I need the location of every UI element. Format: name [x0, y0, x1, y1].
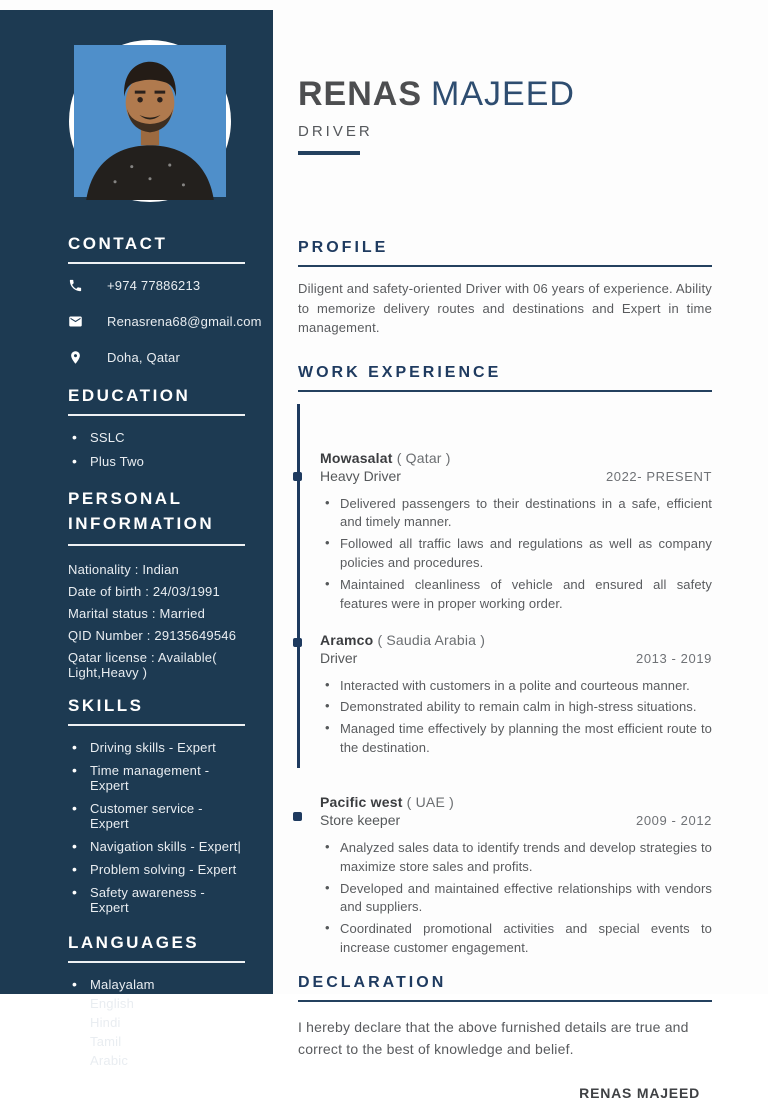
work-timeline	[298, 404, 712, 959]
contact-heading: CONTACT	[68, 234, 245, 264]
job-entry-aramco	[320, 632, 712, 758]
contact-email-row	[68, 314, 262, 329]
job-bullet: • Interacted with customers in a polite and courteous manner.	[325, 677, 712, 696]
profile-text: Diligent and safety-oriented Driver with 06 years of experience. Ability to memorize delivery routes and destinations and Expert in time management.	[298, 281, 712, 335]
profile-photo	[74, 45, 226, 197]
personal-info-item: Marital status : Married	[68, 606, 206, 622]
personal-info-heading	[68, 487, 245, 546]
languages-section	[68, 933, 245, 1068]
email-icon	[68, 314, 83, 329]
education-item: • Plus Two	[68, 454, 245, 469]
job-bullet: • Analyzed sales data to identify trends and develop strategies to maximize store sales and profits.	[325, 839, 712, 877]
skills-heading: SKILLS	[68, 696, 245, 726]
title-underline-bar	[298, 151, 360, 155]
company-name: Mowasalat	[320, 449, 393, 466]
job-period: 2022- PRESENT	[605, 468, 712, 484]
job-bullet: • Followed all traffic laws and regulations as well as company policies and procedures.	[325, 535, 712, 573]
job-bullet: • Delivered passengers to their destinations in a safe, efficient and timely manner.	[325, 495, 712, 533]
company-line	[320, 794, 712, 810]
phone-number: +974 77886213	[107, 278, 201, 293]
first-name: RENAS	[298, 75, 423, 113]
personal-info-section	[68, 487, 245, 680]
languages-heading: LANGUAGES	[68, 933, 245, 963]
language-item: • Hindi	[68, 1015, 245, 1030]
education-heading: EDUCATION	[68, 386, 245, 416]
avatar-illustration	[74, 45, 226, 197]
profile-section	[298, 239, 712, 338]
language-item: • Arabic	[68, 1053, 245, 1068]
job-title: DRIVER	[298, 123, 373, 140]
company-location: ( UAE )	[406, 793, 454, 810]
language-item: • Tamil	[68, 1034, 245, 1049]
email-address: Renasrena68@gmail.com	[107, 314, 262, 329]
job-role: Store keeper	[320, 811, 401, 828]
timeline-marker	[293, 812, 302, 821]
declaration-text: I hereby declare that the above furnished details are true and correct to the best of knowledge and belief.	[298, 1019, 689, 1058]
skill-item: • Safety awareness - Expert	[68, 885, 245, 915]
personal-info-heading-line1: PERSONAL	[68, 489, 183, 508]
contact-section	[68, 234, 262, 365]
job-entry-mowasalat	[320, 404, 712, 614]
declaration-section	[298, 974, 712, 1101]
job-role: Driver	[320, 649, 358, 666]
education-section	[68, 386, 245, 469]
personal-info-item: QID Number : 29135649546	[68, 628, 237, 644]
work-experience-section	[298, 364, 712, 959]
job-period: 2013 - 2019	[636, 650, 712, 666]
job-entry-pacific-west	[320, 794, 712, 958]
timeline-marker	[293, 638, 302, 647]
personal-info-item: Qatar license : Available( Light,Heavy )	[68, 650, 217, 681]
personal-info-heading-line2: INFORMATION	[68, 513, 215, 533]
phone-icon	[68, 278, 83, 293]
company-line	[320, 632, 712, 648]
sidebar	[0, 10, 273, 1069]
job-bullet: • Coordinated promotional activities and special events to increase customer engagement.	[325, 920, 712, 958]
language-item: • Malayalam	[68, 977, 245, 992]
company-name: Aramco	[320, 631, 374, 648]
language-item: • English	[68, 996, 245, 1011]
work-experience-heading: WORK EXPERIENCE	[298, 364, 712, 392]
location-icon	[68, 350, 83, 365]
profile-heading: PROFILE	[298, 239, 712, 267]
company-name: Pacific west	[320, 793, 403, 810]
job-bullet: • Maintained cleanliness of vehicle and ensured all safety features were in proper working order.	[325, 576, 712, 614]
skills-section	[68, 696, 245, 915]
profile-photo-frame	[69, 40, 231, 202]
skill-item: • Customer service - Expert	[68, 801, 245, 831]
job-bullet: • Demonstrated ability to remain calm in high-stress situations.	[325, 698, 712, 717]
skill-item: • Time management - Expert	[68, 763, 245, 793]
job-bullet: • Developed and maintained effective relationships with vendors and suppliers.	[325, 880, 712, 918]
job-period: 2009 - 2012	[636, 812, 712, 828]
contact-location-row	[68, 350, 245, 365]
signature-name: RENAS MAJEED	[579, 1084, 700, 1101]
contact-phone-row	[68, 278, 245, 293]
timeline-marker	[293, 472, 302, 481]
personal-info-item: Nationality : Indian	[68, 562, 179, 578]
company-location: ( Saudia Arabia )	[377, 631, 486, 648]
education-item: • SSLC	[68, 430, 245, 445]
skill-item: • Problem solving - Expert	[68, 862, 245, 877]
company-line	[320, 450, 712, 466]
skill-item: • Navigation skills - Expert|	[68, 839, 245, 854]
company-location: ( Qatar )	[396, 449, 451, 466]
job-bullet: • Managed time effectively by planning the most efficient route to the destination.	[325, 720, 712, 758]
job-role: Heavy Driver	[320, 467, 401, 484]
skill-item: • Driving skills - Expert	[68, 740, 245, 755]
declaration-heading: DECLARATION	[298, 974, 712, 1002]
location-text: Doha, Qatar	[107, 350, 181, 365]
full-name	[298, 75, 712, 114]
main-content	[298, 0, 712, 1101]
personal-info-item: Date of birth : 24/03/1991	[68, 584, 220, 600]
name-block	[298, 75, 712, 155]
last-name: MAJEED	[431, 75, 575, 113]
